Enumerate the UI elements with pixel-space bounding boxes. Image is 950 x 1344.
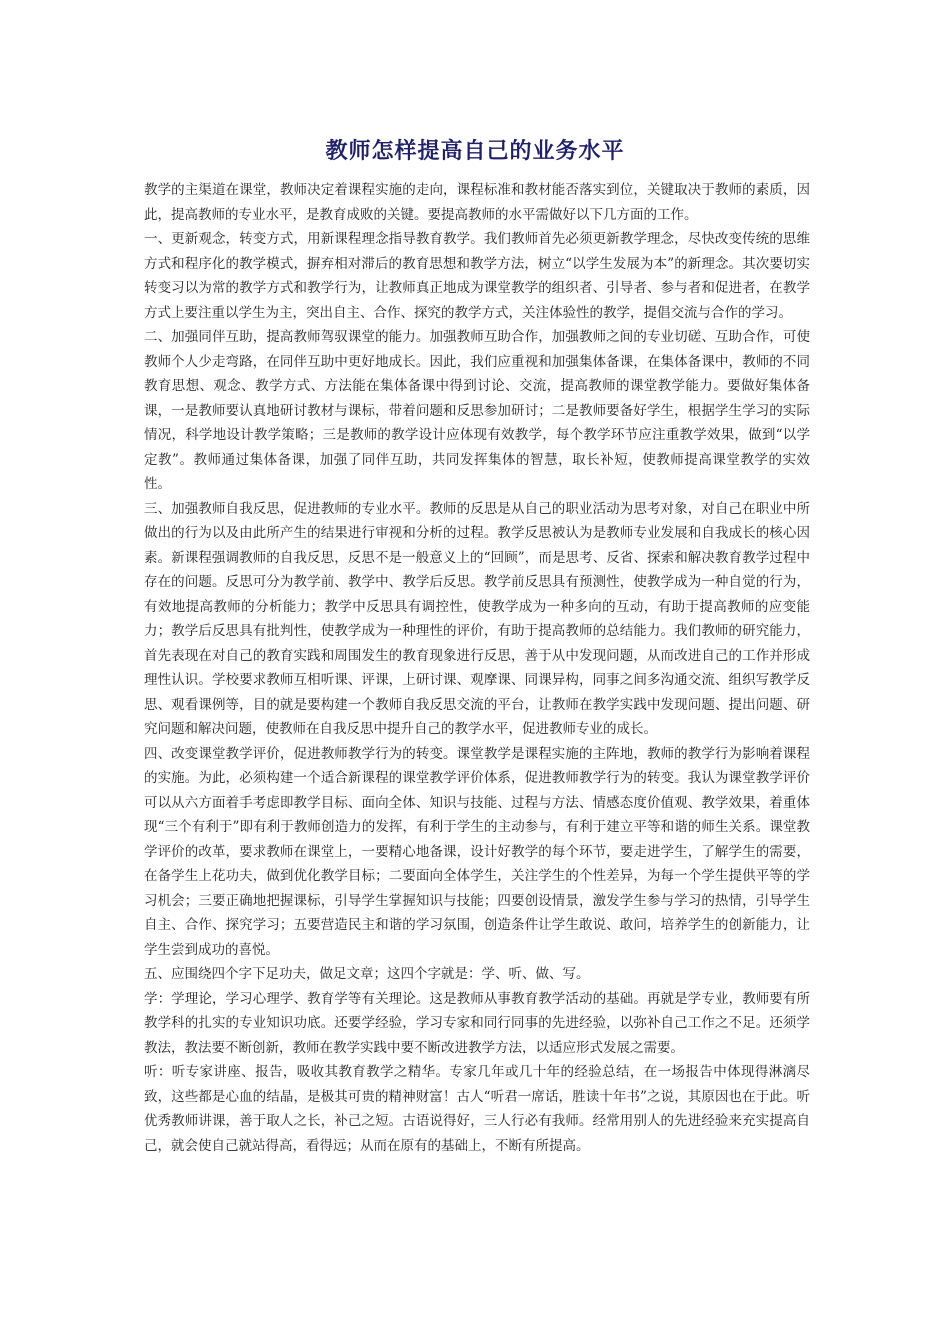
document-title: 教师怎样提高自己的业务水平 xyxy=(325,139,625,164)
paragraph-section-4: 四、改变课堂教学评价，促进教师教学行为的转变。课堂教学是课程实施的主阵地，教师的教学行为影响着课程的实施。为此，必须构建一个适合新课程的课堂教学评价体系，促进教师教学行为的转变。我认为课堂教学评价可以从六方面着手考虑即教学目标、面向全体、知识与技能、过程与方法、情感态度价值观、教学效果，着重体现“三个有利于”即有利于教师创造力的发挥，有利于学生的主动参与，有利于建立平等和谐的师生关系。课堂教学评价的改革，要求教师在课堂上，一要精心地备课，设计好教学的每个环节，要走进学生，了解学生的需要，在备学生上花功夫，做到优化教学目标；二要面向全体学生，关注学生的个性差异，为每一个学生提供平等的学习机会；三要正确地把握课标，引导学生掌握知识与技能；四要创设情景，激发学生参与学习的热情，引导学生自主、合作、探究学习；五要营造民主和谐的学习氛围，创造条件让学生敢说、敢问，培养学生的创新能力，让学生尝到成功的喜悦。 xyxy=(144,745,810,958)
paragraph-section-3: 三、加强教师自我反思，促进教师的专业水平。教师的反思是从自己的职业活动为思考对象，对自己在职业中所做出的行为以及由此所产生的结果进行审视和分析的过程。教学反思被认为是教师专业发展和自我成长的核心因素。新课程强调教师的自我反思，反思不是一般意义上的“回顾”，而是思考、反省、探索和解决教育教学过程中存在的问题。反思可分为教学前、教学中、教学后反思。教学前反思具有预测性，使教学成为一种自觉的行为，有效地提高教师的分析能力；教学中反思具有调控性，使教学成为一种多向的互动，有助于提高教师的应变能力；教学后反思具有批判性，使教学成为一种理性的评价，有助于提高教师的总结能力。我们教师的研究能力，首先表现在对自己的教育实践和周围发生的教育现象进行反思，善于从中发现问题，从而改进自己的工作并形成理性认识。学校要求教师互相听课、评课，上研讨课、观摩课、同课异构，同事之间多沟通交流、组织写教学反思、观看课例等，目的就是要构建一个教师自我反思交流的平台，让教师在教学实践中发现问题、提出问题、研究问题和解决问题，使教师在自我反思中提升自己的教学水平，促进教师专业的成长。 xyxy=(144,500,810,737)
paragraph-listen: 听：听专家讲座、报告，吸收其教育教学之精华。专家几年或几十年的经验总结，在一场报告中体现得淋漓尽致，这些都是心血的结晶，是极其可贵的精神财富！古人“听君一席话，胜读十年书”之说，其原因也在于此。听优秀教师讲课，善于取人之长，补己之短。古语说得好，三人行必有我师。经常用别人的先进经验来充实提高自己，就会使自己就站得高，看得远；从而在原有的基础上，不断有所提高。 xyxy=(144,1064,810,1154)
paragraph-section-2: 二、加强同伴互助，提高教师驾驭课堂的能力。加强教师互助合作，加强教师之间的专业切磋、互助合作，可使教师个人少走弯路，在同伴互助中更好地成长。因此，我们应重视和加强集体备课，在集体备课中，教师的不同教育思想、观念、教学方式、方法能在集体备课中得到讨论、交流，提高教师的课堂教学能力。要做好集体备课，一是教师要认真地研讨教材与课标，带着问题和反思参加研讨；二是教师要备好学生，根据学生学习的实际情况，科学地设计教学策略；三是教师的教学设计应体现有效教学，每个教学环节应注重教学效果，做到“以学定教”。教师通过集体备课，加强了同伴互助，共同发挥集体的智慧，取长补短，使教师提高课堂教学的实效性。 xyxy=(144,329,810,492)
paragraph-section-1: 一、更新观念，转变方式，用新课程理念指导教育教学。我们教师首先必须更新教学理念，尽快改变传统的思维方式和程序化的教学模式，摒弃相对滞后的教育思想和教学方法，树立“以学生发展为本”的新理念。其次要切实转变习以为常的教学方式和教学行为，让教师真正地成为课堂教学的组织者、引导者、参与者和促进者，在教学方式上要注重以学生为主，突出自主、合作、探究的教学方式，关注体验性的教学，提倡交流与合作的学习。 xyxy=(144,231,810,321)
document-body xyxy=(144,178,810,1158)
paragraph-section-5: 五、应围绕四个字下足功夫，做足文章；这四个字就是：学、听、做、写。 xyxy=(144,966,590,982)
paragraph-intro: 教学的主渠道在课堂，教师决定着课程实施的走向，课程标准和教材能否落实到位，关键取决于教师的素质，因此，提高教师的专业水平，是教育成败的关键。要提高教师的水平需做好以下几方面的工作。 xyxy=(144,182,810,223)
paragraph-learn: 学：学理论，学习心理学、教育学等有关理论。这是教师从事教育教学活动的基础。再就是学专业，教师要有所教学科的扎实的专业知识功底。还要学经验，学习专家和同行同事的先进经验，以弥补自己工作之不足。还须学教法，教法要不断创新，教师在教学实践中要不断改进教学方法，以适应形式发展之需要。 xyxy=(144,990,810,1056)
